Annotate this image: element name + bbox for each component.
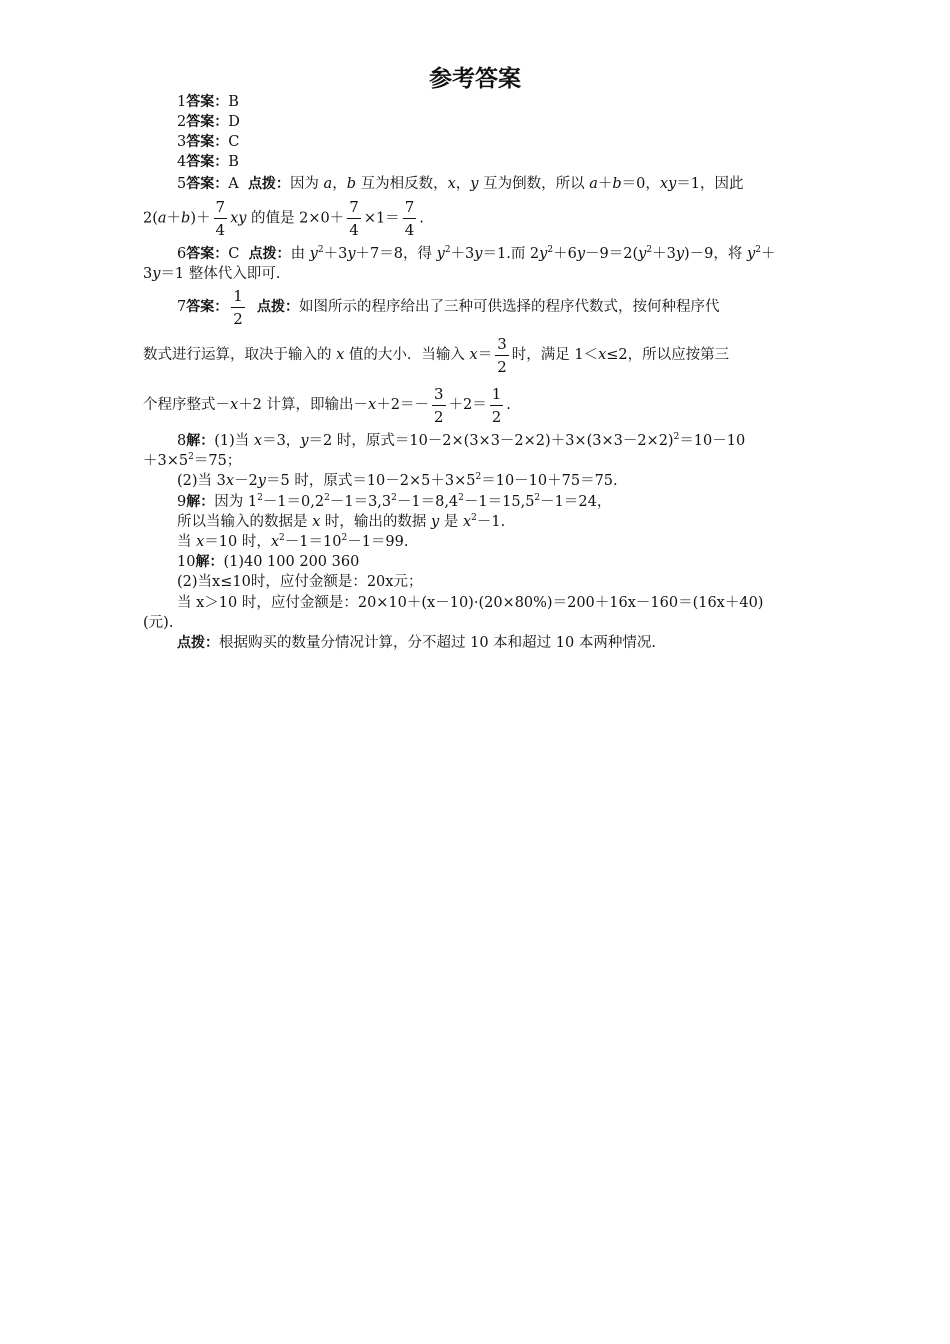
answer-line-8: 8解：(1)当 x＝3，y＝2 时，原式$=10-2\times(3\times 3-2\times 2)+3\times(3\times 3-2\times 2)^2=10-10$ bbox=[177, 432, 746, 449]
answer-line-10-part3: 当 x＞10 时，应付金额是：20×10＋(x－10)·(20×80%)＝200＋16x－160＝(16x＋40) bbox=[177, 595, 764, 611]
answer-line-1: 1答案：B bbox=[177, 94, 239, 110]
answer-line-4: 4答案：B bbox=[177, 154, 239, 170]
answer-line-7-cont2: 个程序整式－x＋2 计算，即输出－x＋2＝－ $\frac{3}{2}$ ＋2＝ $\frac{1}{2}$ . bbox=[143, 384, 511, 426]
answer-line-7: 7答案： $\frac{1}{2}$ 点拨：如图所示的程序给出了三种可供选择的程序代数式，按何种程序代 bbox=[177, 286, 720, 328]
answer-line-8-cont: $+3\times 5^2=75$； bbox=[143, 452, 242, 469]
answer-line-5: 5答案：A 点拨：因为 a，b 互为相反数，x，y 互为倒数，所以 a＋b＝0，xy＝1，因此 bbox=[177, 176, 744, 192]
answer-line-9: 9解：因为 $1^2-1=0,2^2-1=3,3^2-1=8,4^2-1=15,5^2-1=24$， bbox=[177, 493, 612, 510]
answer-line-10-hint: 点拨：根据购买的数量分情况计算，分不超过 10 本和超过 10 本两种情况. bbox=[177, 635, 656, 651]
answer-line-7-cont: 数式进行运算，取决于输入的 x 值的大小．当输入 x＝ $\frac{3}{2}$ 时，满足 1＜x≤2，所以应按第三 bbox=[143, 334, 730, 376]
answer-line-10-part2: (2)当x≤10时，应付金额是：20x元； bbox=[177, 574, 423, 590]
answer-line-9-cont: 所以当输入的数据是 x 时，输出的数据 y 是 $x^2-1$. bbox=[177, 513, 506, 530]
answer-line-9-cont2: 当 x＝10 时，$x^2-1=10^2-1=99$. bbox=[177, 533, 409, 550]
answer-line-6: 6答案：C 点拨：由 $y^2+3y+7=8$，得 $y^2+3y=1$.而 $2y^2+6y-9=2(y^2+3y)-9$，将 $y^2+$ bbox=[177, 245, 776, 262]
answer-line-8-part2: (2)当 3x－2y＝5 时，原式$=10-2\times 5+3\times 5^2=10-10+75=75$. bbox=[177, 472, 618, 489]
answer-line-2: 2答案：D bbox=[177, 114, 240, 130]
answer-line-6-cont: 3y＝1 整体代入即可. bbox=[143, 266, 281, 282]
answer-line-10: 10解：(1)40 100 200 360 bbox=[177, 554, 360, 570]
page-title: 参考答案 bbox=[429, 66, 521, 92]
answer-line-3: 3答案：C bbox=[177, 134, 240, 150]
answer-line-5-cont: 2(a＋b)＋ $\frac{7}{4}$ xy 的值是 2×0＋ $\frac{7}{4}$ ×1＝ $\frac{7}{4}$ . bbox=[143, 198, 424, 239]
answer-line-10-part3-tail: (元). bbox=[143, 615, 174, 631]
